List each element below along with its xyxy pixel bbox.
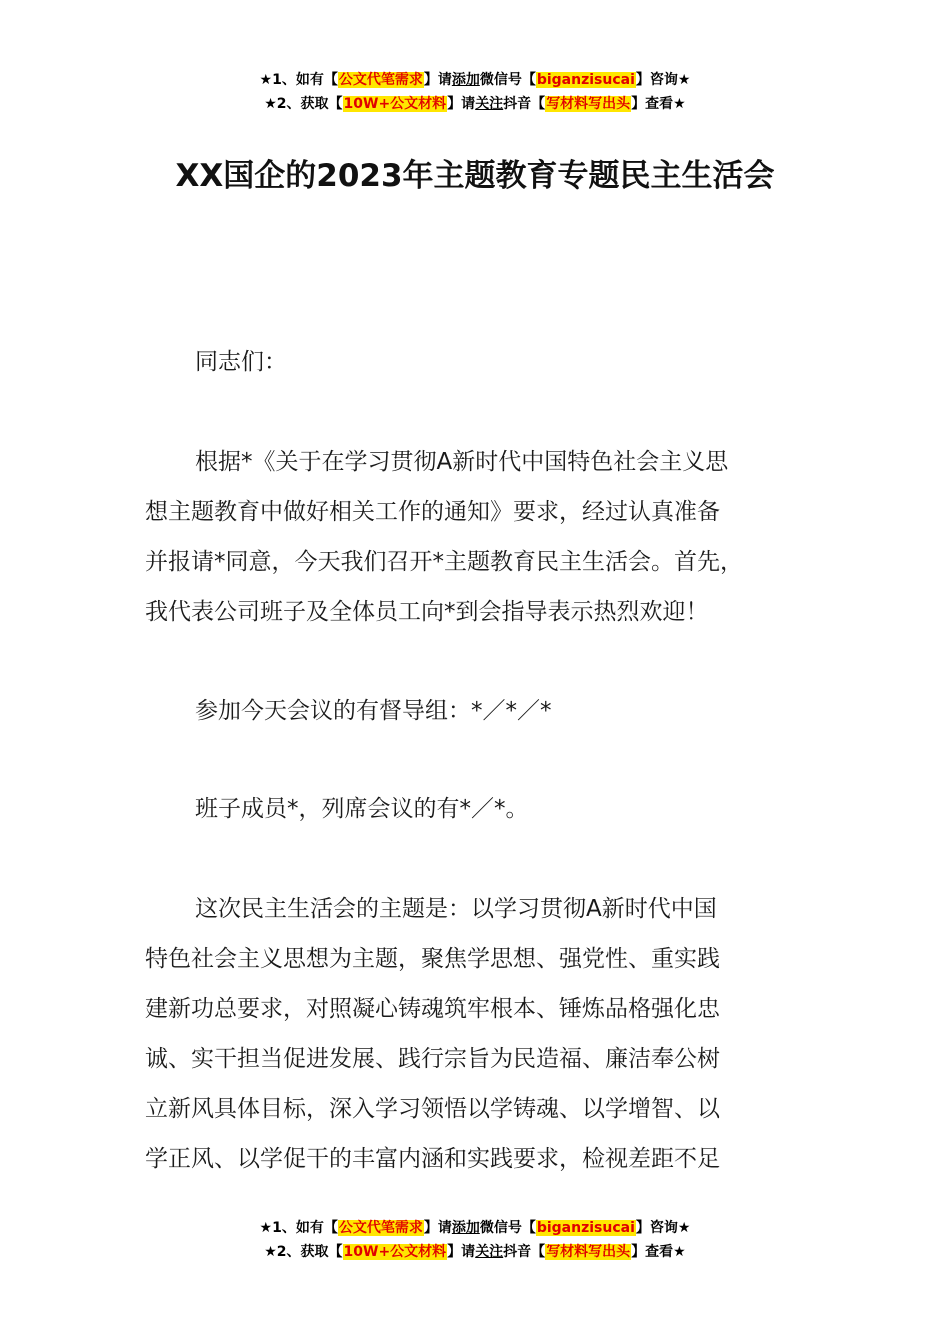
banner-underline: 添加 xyxy=(451,72,480,88)
header-banner xyxy=(0,68,950,116)
banner-line-1 xyxy=(0,1216,950,1240)
banner-text: 】请 xyxy=(447,96,476,112)
banner-text: ★2、获取【 xyxy=(264,96,343,112)
banner-text: 】咨询★ xyxy=(635,1220,691,1236)
banner-text: ★2、获取【 xyxy=(264,1244,343,1260)
banner-text: 】查看★ xyxy=(631,1244,686,1260)
paragraph-3: 班子成员*，列席会议的有*／*。 xyxy=(195,796,529,822)
banner-underline: 添加 xyxy=(451,1220,480,1236)
banner-text: 微信号【 xyxy=(479,72,536,88)
banner-highlight: 10W+公文材料 xyxy=(343,1244,447,1260)
banner-text: 】请 xyxy=(423,72,452,88)
banner-line-2 xyxy=(0,1240,950,1264)
banner-highlight: 写材料写出头 xyxy=(546,1244,631,1260)
banner-highlight: 公文代笔需求 xyxy=(338,72,423,88)
banner-text: 】请 xyxy=(423,1220,452,1236)
banner-text: ★1、如有【 xyxy=(259,72,338,88)
banner-line-2 xyxy=(0,92,950,116)
banner-line-1 xyxy=(0,68,950,92)
banner-highlight: biganzisucai xyxy=(536,72,635,88)
banner-text: 】查看★ xyxy=(631,96,686,112)
banner-text: ★1、如有【 xyxy=(259,1220,338,1236)
banner-text: 微信号【 xyxy=(479,1220,536,1236)
banner-text: 抖音【 xyxy=(503,96,546,112)
banner-text: 】咨询★ xyxy=(635,72,691,88)
banner-text: 】请 xyxy=(447,1244,476,1260)
paragraph-1: 根据*《关于在学习贯彻A新时代中国特色社会主义思 想主题教育中做好相关工作的通知》要求，经过认真准备 并报请*同意，今天我们召开*主题教育民主生活会。首先， 我代表公司班子及全体员工向*到会指导表示热烈欢迎！ xyxy=(145,449,743,625)
footer-banner xyxy=(0,1216,950,1264)
salutation: 同志们： xyxy=(195,349,287,375)
banner-highlight: 写材料写出头 xyxy=(546,96,631,112)
banner-underline: 关注 xyxy=(475,1244,504,1260)
banner-highlight: biganzisucai xyxy=(536,1220,635,1236)
banner-highlight: 公文代笔需求 xyxy=(338,1220,423,1236)
document-title: XX国企的2023年主题教育专题民主生活会 xyxy=(175,158,775,194)
banner-underline: 关注 xyxy=(475,96,504,112)
paragraph-2: 参加今天会议的有督导组：*／*／* xyxy=(195,698,552,724)
banner-text: 抖音【 xyxy=(503,1244,546,1260)
banner-highlight: 10W+公文材料 xyxy=(343,96,447,112)
paragraph-4: 这次民主生活会的主题是：以学习贯彻A新时代中国 特色社会主义思想为主题，聚焦学思想、强党性、重实践 建新功总要求，对照凝心铸魂筑牢根本、锤炼品格强化忠 诚、实干担当促进发展、践行宗旨为民造福、廉洁奉公树 立新风具体目标，深入学习领悟以学铸魂、以学增智、以 学正风、以学促干的丰富内涵和实践要求，检视差距不足 xyxy=(145,896,720,1172)
